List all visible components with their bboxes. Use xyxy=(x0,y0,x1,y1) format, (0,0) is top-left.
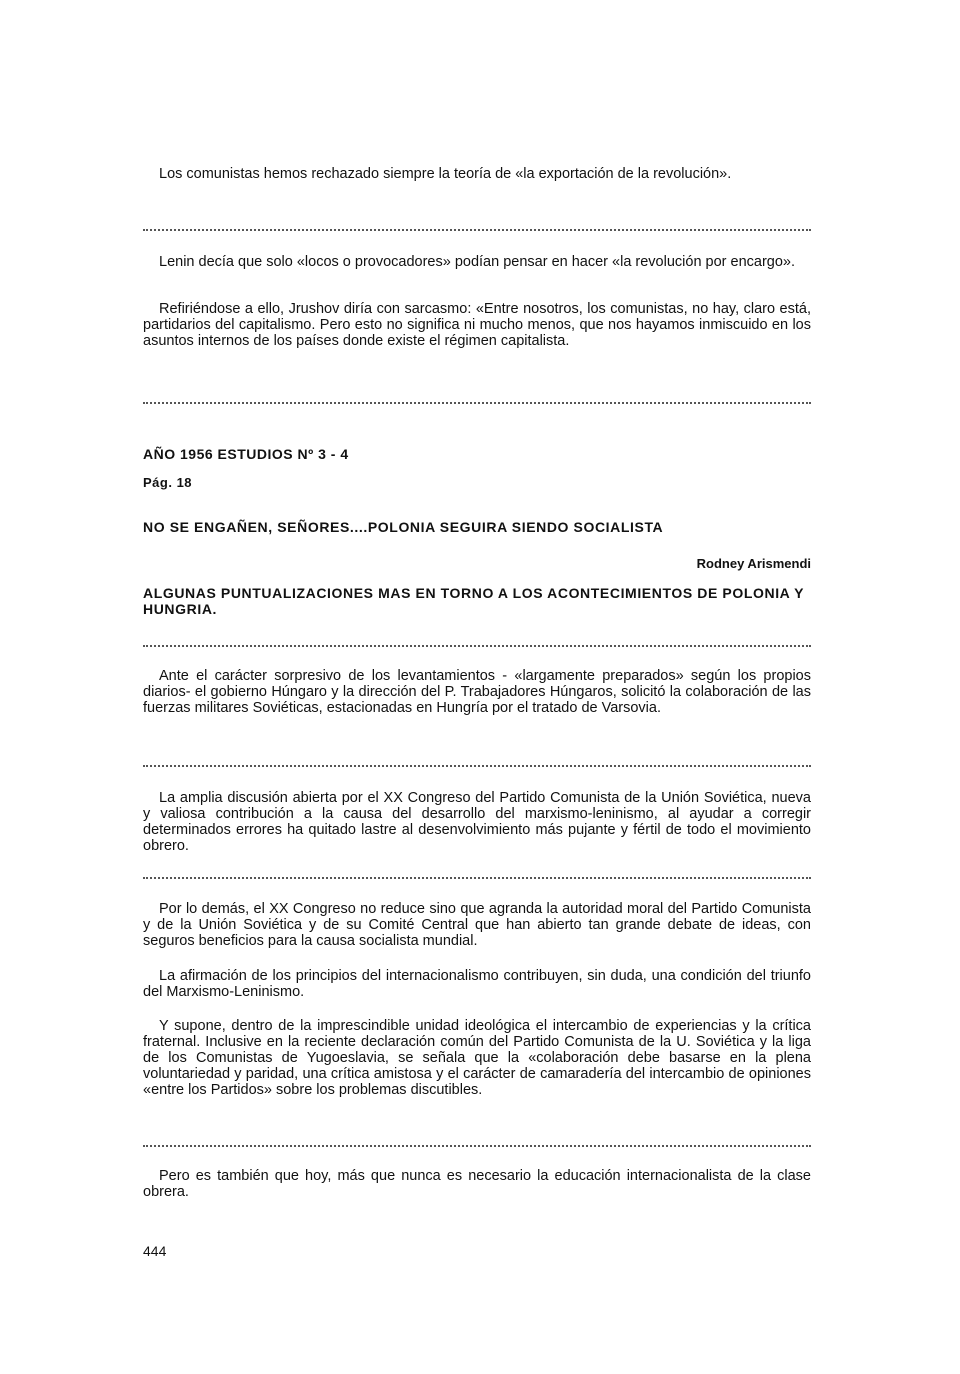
paragraph-text: Por lo demás, el XX Congreso no reduce sino que agranda la autoridad moral del Partido Comunista y de la Unión Soviética y de su Comité Central que han abierto tan grande debate de ideas, con seguros beneficios para la causa socialista mundial. xyxy=(143,901,811,949)
dotted-separator xyxy=(143,1145,811,1147)
paragraph-text: Pero es también que hoy, más que nunca es necesario la educación internacionalista de la clase obrera. xyxy=(143,1168,811,1200)
dotted-separator xyxy=(143,229,811,231)
paragraph-text: Los comunistas hemos rechazado siempre la teoría de «la exportación de la revolución». xyxy=(159,166,732,182)
paragraph-autoridad-moral xyxy=(143,901,811,949)
paragraph-internacionalismo xyxy=(143,968,811,1000)
article-subtitle: ALGUNAS PUNTUALIZACIONES MAS EN TORNO A LOS ACONTECIMIENTOS DE POLONIA Y HUNGRIA. xyxy=(143,585,804,617)
source-line: AÑO 1956 ESTUDIOS Nº 3 - 4 xyxy=(143,446,349,462)
paragraph-unidad-ideologica xyxy=(143,1018,811,1098)
paragraph-text: La amplia discusión abierta por el XX Congreso del Partido Comunista de la Unión Soviética, nueva y valiosa contribución a la causa del desarrollo del marxismo-leninismo, al ayudar a corregir determinados errores ha quitado lastre al desenvolvimiento más pujante y fértil de todo el movimiento obrero. xyxy=(143,790,811,854)
dotted-separator xyxy=(143,402,811,404)
dotted-separator xyxy=(143,765,811,767)
paragraph-text: La afirmación de los principios del internacionalismo contribuyen, sin duda, una condición del triunfo del Marxismo-Leninismo. xyxy=(143,968,811,1000)
paragraph-lenin xyxy=(143,254,811,270)
paragraph-jrushov xyxy=(143,301,811,349)
paragraph-text: Y supone, dentro de la imprescindible unidad ideológica el intercambio de experiencias y la crítica fraternal. Inclusive en la reciente declaración común del Partido Comunista de la U. Soviética y la liga de los Comunistas de Yugoeslavia, se señala que la «colaboración debe basarse en la plena voluntariedad y paridad, una crítica amistosa y el carácter de camaradería del intercambio de opiniones «entre los Partidos» sobre los problemas discutibles. xyxy=(143,1018,811,1098)
article-title: NO SE ENGAÑEN, SEÑORES....POLONIA SEGUIRA SIENDO SOCIALISTA xyxy=(143,519,664,535)
page-number: 444 xyxy=(143,1243,167,1259)
dotted-separator xyxy=(143,877,811,879)
paragraph-educacion xyxy=(143,1168,811,1200)
paragraph-text: Lenin decía que solo «locos o provocadores» podían pensar en hacer «la revolución por encargo». xyxy=(159,254,796,270)
paragraph-xx-congreso xyxy=(143,790,811,854)
source-page: Pág. 18 xyxy=(143,475,193,490)
dotted-separator xyxy=(143,645,811,647)
paragraph-text: Refiriéndose a ello, Jrushov diría con sarcasmo: «Entre nosotros, los comunistas, no hay, claro está, partidarios del capitalismo. Pero esto no significa ni mucho menos, que nos hayamos inmiscuido en los asuntos internos de los países donde existe el régimen capitalista. xyxy=(143,301,811,349)
paragraph-text: Ante el carácter sorpresivo de los levantamientos - «largamente preparados» según los propios diarios- el gobierno Húngaro y la dirección del P. Trabajadores Húngaros, solicitó la colaboración de las fuerzas militares Soviéticas, estacionadas en Hungría por el tratado de Varsovia. xyxy=(143,668,811,716)
paragraph-export-revolution xyxy=(143,166,811,182)
paragraph-levantamientos xyxy=(143,668,811,716)
author-name: Rodney Arismendi xyxy=(696,556,811,571)
